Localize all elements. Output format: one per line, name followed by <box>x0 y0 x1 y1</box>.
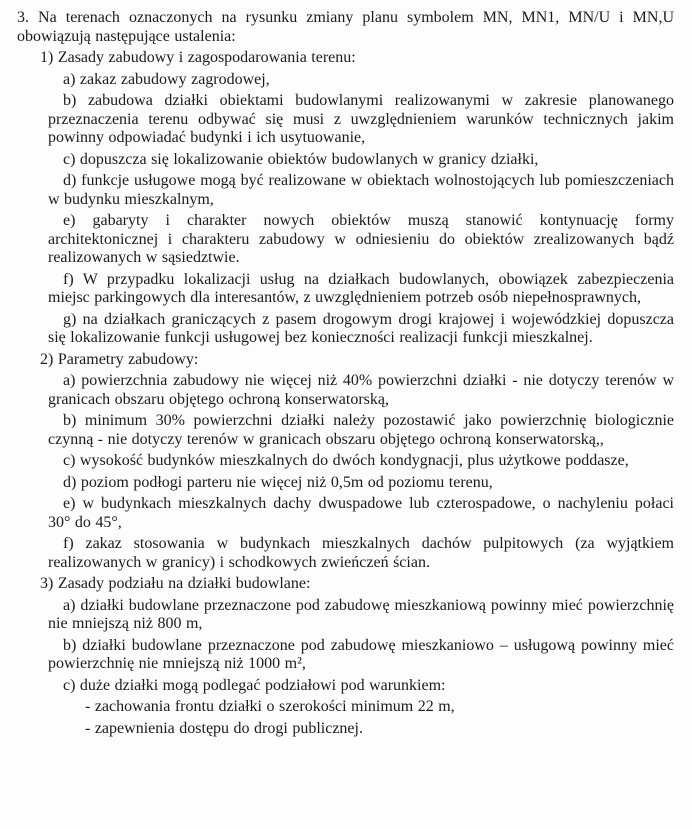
paragraph: 3) Zasady podziału na działki budowlane: <box>40 575 311 592</box>
paragraph: c) wysokość budynków mieszkalnych do dwóch kondygnacji, plus użytkowe poddasze, <box>63 452 629 469</box>
paragraph: e) gabaryty i charakter nowych obiektów muszą stanowić kontynuację formy architektonicznej i charakteru zabudowy w odniesieniu do obiektów zrealizowanych bądź realizowanych w sąsiedztwie. <box>48 212 674 266</box>
paragraph: a) zakaz zabudowy zagrodowej, <box>63 70 270 88</box>
paragraph: - zachowania frontu działki o szerokości minimum 22 m, <box>85 698 455 715</box>
paragraph: d) poziom podłogi parteru nie więcej niż 0,5m od poziomu terenu, <box>63 473 493 491</box>
paragraph: a) powierzchnia zabudowy nie więcej niż 40% powierzchni działki - nie dotyczy terenów w granicach obszaru objętego ochroną konserwatorską, <box>48 372 674 408</box>
paragraph: a) działki budowlane przeznaczone pod zabudowę mieszkaniową powinny mieć powierzchnię nie mniejszą niż 800 m, <box>48 596 674 632</box>
paragraph: 2) Parametry zabudowy: <box>40 350 199 368</box>
paragraph: e) w budynkach mieszkalnych dachy dwuspadowe lub czterospadowe, o nachyleniu połaci 30° do 45°, <box>48 495 674 531</box>
paragraph: b) działki budowlane przeznaczone pod zabudowę mieszkaniowo – usługową powinny mieć powierzchnię nie mniejszą niż 1000 m², <box>48 636 674 672</box>
paragraph: b) minimum 30% powierzchni działki należy pozostawić jako powierzchnię biologicznie czynną - nie dotyczy terenów w granicach obszaru objętego ochroną konserwatorską,, <box>48 412 674 448</box>
paragraph: - zapewnienia dostępu do drogi publicznej. <box>85 719 363 737</box>
paragraph: f) zakaz stosowania w budynkach mieszkalnych dachów pulpitowych (za wyjątkiem realizowanych w granicy) i schodkowych zwieńczeń ścian. <box>48 535 674 571</box>
paragraph: g) na działkach graniczących z pasem drogowym drogi krajowej i wojewódzkiej dopuszcza się lokalizowanie funkcji usługowej bez konieczności realizacji funkcji mieszkalnej. <box>48 310 674 346</box>
paragraph: c) duże działki mogą podlegać podziałowi pod warunkiem: <box>63 676 446 694</box>
paragraph: f) W przypadku lokalizacji usług na działkach budowlanych, obowiązek zabezpieczenia miejsc parkingowych dla interesantów, z uwzględnieniem potrzeb osób niepełnosprawnych, <box>48 270 674 306</box>
paragraph: 3. Na terenach oznaczonych na rysunku zmiany planu symbolem MN, MN1, MN/U i MN,U obowiązują następujące ustalenia: <box>17 9 674 45</box>
paragraph: c) dopuszcza się lokalizowanie obiektów budowlanych w granicy działki, <box>63 150 539 168</box>
paragraph: b) zabudowa działki obiektami budowlanymi realizowanymi w zakresie planowanego przeznaczenia terenu odbywać się musi z uwzględnieniem warunków technicznych jakim powinny odpowiadać budynki i ich usytuowanie, <box>48 92 674 146</box>
document-body <box>17 9 674 738</box>
paragraph: 1) Zasady zabudowy i zagospodarowania terenu: <box>40 49 356 66</box>
paragraph: d) funkcje usługowe mogą być realizowane w obiektach wolnostojących lub pomieszczeniach w budynku mieszkalnym, <box>48 172 674 208</box>
